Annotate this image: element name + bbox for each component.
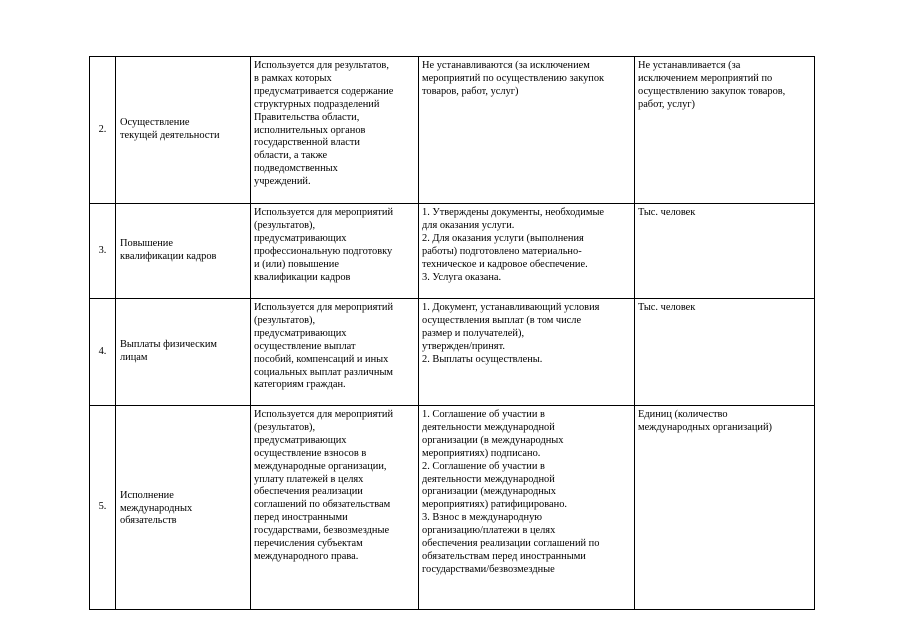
- control-points-line: для оказания услуги.: [422, 219, 515, 231]
- usage-description-line: перечисления субъектам: [254, 538, 363, 550]
- control-points-line: 2. Соглашение об участии в: [422, 460, 545, 472]
- event-type-name-cell: [116, 204, 251, 299]
- table-row: [90, 406, 815, 610]
- row-number: 3.: [90, 204, 116, 299]
- unit-of-measure-line: Единиц (количество: [638, 409, 728, 420]
- usage-description-line: соглашений по обязательствам: [254, 499, 391, 511]
- usage-description-line: учреждений.: [254, 176, 311, 188]
- table-row: [90, 204, 815, 299]
- event-type-name-cell: [116, 406, 251, 610]
- event-types-table: [89, 56, 815, 610]
- document-page: [89, 56, 814, 610]
- usage-description-line: профессиональную подготовку: [254, 245, 393, 257]
- control-points-line: осуществления выплат (в том числе: [422, 314, 582, 326]
- control-points-line: техническое и кадровое обеспечение.: [422, 258, 588, 270]
- control-points-line: 1. Утверждены документы, необходимые: [422, 207, 605, 218]
- usage-description-line: предусматривающих: [254, 327, 347, 339]
- control-points-line: работы) подготовлено материально-: [422, 245, 582, 257]
- usage-description-line: социальных выплат различным: [254, 366, 394, 378]
- usage-description-line: государственной власти: [254, 137, 360, 149]
- usage-description-line: осуществление выплат: [254, 340, 356, 352]
- usage-description-line: осуществление взносов в: [254, 447, 367, 459]
- control-points-line: 3. Взнос в международную: [422, 512, 543, 524]
- usage-description-line: Используется для мероприятий: [254, 302, 394, 313]
- usage-description-line: Используется для мероприятий: [254, 207, 394, 218]
- event-type-name-line: международных: [120, 502, 193, 514]
- row-number: 4.: [90, 299, 116, 406]
- usage-description-line: в рамках которых: [254, 72, 332, 84]
- event-type-name-line: текущей деятельности: [120, 130, 220, 141]
- control-points-line: утвержден/принят.: [422, 340, 505, 352]
- control-points-line: организации (международных: [422, 486, 556, 498]
- control-points-line: 3. Услуга оказана.: [422, 271, 502, 283]
- row-number: 5.: [90, 406, 116, 610]
- usage-description-line: области, а также: [254, 150, 328, 162]
- unit-of-measure-line: осуществлению закупок товаров,: [638, 85, 786, 97]
- usage-description-line: структурных подразделений: [254, 98, 380, 110]
- control-points-line: Не устанавливаются (за исключением: [422, 60, 590, 71]
- unit-of-measure-line: Тыс. человек: [638, 207, 696, 218]
- table-body: [90, 57, 815, 610]
- event-type-name-line: Выплаты физическим: [120, 339, 217, 351]
- unit-of-measure-line: Не устанавливается (за: [638, 60, 741, 71]
- control-points-line: деятельности международной: [422, 421, 555, 433]
- control-points-cell: [419, 204, 635, 299]
- usage-description-line: (результатов),: [254, 219, 316, 231]
- control-points-line: государствами/безвозмездные: [422, 563, 555, 575]
- usage-description-cell: [251, 299, 419, 406]
- usage-description-line: перед иностранными: [254, 512, 348, 524]
- control-points-line: 2. Выплаты осуществлены.: [422, 353, 543, 365]
- usage-description-line: Правительства области,: [254, 111, 360, 123]
- usage-description-line: предусматривающих: [254, 232, 347, 244]
- usage-description-line: Используется для результатов,: [254, 60, 389, 71]
- control-points-line: 2. Для оказания услуги (выполнения: [422, 232, 584, 244]
- control-points-line: мероприятиях) ратифицировано.: [422, 499, 567, 511]
- control-points-line: 1. Документ, устанавливающий условия: [422, 302, 600, 313]
- event-type-name-line: лицам: [120, 352, 148, 363]
- table-row: [90, 299, 815, 406]
- control-points-line: товаров, работ, услуг): [422, 85, 519, 97]
- usage-description-cell: [251, 204, 419, 299]
- usage-description-line: государствами, безвозмездные: [254, 525, 390, 537]
- unit-of-measure-cell: [635, 57, 815, 204]
- usage-description-line: предусматривающих: [254, 434, 347, 446]
- usage-description-line: международные организации,: [254, 460, 387, 472]
- control-points-line: деятельности международной: [422, 473, 555, 485]
- usage-description-line: категориям граждан.: [254, 379, 346, 391]
- usage-description-cell: [251, 406, 419, 610]
- control-points-line: обеспечения реализации соглашений по: [422, 538, 600, 550]
- usage-description-line: обеспечения реализации: [254, 486, 363, 498]
- unit-of-measure-line: исключением мероприятий по: [638, 72, 773, 84]
- row-number: 2.: [90, 57, 116, 204]
- control-points-cell: [419, 406, 635, 610]
- unit-of-measure-cell: [635, 299, 815, 406]
- control-points-line: мероприятиях) подписано.: [422, 447, 541, 459]
- usage-description-line: подведомственных: [254, 163, 338, 175]
- event-type-name-cell: [116, 57, 251, 204]
- usage-description-line: (результатов),: [254, 314, 316, 326]
- unit-of-measure-line: работ, услуг): [638, 98, 696, 110]
- control-points-line: размер и получателей),: [422, 327, 525, 339]
- usage-description-line: (результатов),: [254, 421, 316, 433]
- control-points-line: организации (в международных: [422, 434, 564, 446]
- control-points-line: обязательствам перед иностранными: [422, 550, 586, 562]
- usage-description-line: международного права.: [254, 550, 359, 562]
- event-type-name-line: Осуществление: [120, 117, 190, 129]
- control-points-cell: [419, 57, 635, 204]
- usage-description-line: уплату платежей в целях: [254, 473, 364, 485]
- unit-of-measure-cell: [635, 406, 815, 610]
- control-points-line: 1. Соглашение об участии в: [422, 409, 545, 420]
- event-type-name-line: обязательств: [120, 515, 177, 527]
- control-points-line: мероприятий по осуществлению закупок: [422, 72, 605, 84]
- usage-description-line: и (или) повышение: [254, 258, 339, 270]
- table-row: [90, 57, 815, 204]
- control-points-cell: [419, 299, 635, 406]
- usage-description-line: пособий, компенсаций и иных: [254, 353, 389, 365]
- unit-of-measure-cell: [635, 204, 815, 299]
- event-type-name-line: Исполнение: [120, 489, 174, 501]
- usage-description-line: исполнительных органов: [254, 124, 366, 136]
- usage-description-line: Используется для мероприятий: [254, 409, 394, 420]
- usage-description-line: предусматривается содержание: [254, 85, 394, 97]
- control-points-line: организацию/платежи в целях: [422, 525, 556, 537]
- unit-of-measure-line: международных организаций): [638, 421, 772, 433]
- usage-description-line: квалификации кадров: [254, 271, 351, 283]
- event-type-name-line: квалификации кадров: [120, 251, 217, 262]
- event-type-name-line: Повышение: [120, 238, 173, 250]
- unit-of-measure-line: Тыс. человек: [638, 302, 696, 313]
- event-type-name-cell: [116, 299, 251, 406]
- usage-description-cell: [251, 57, 419, 204]
